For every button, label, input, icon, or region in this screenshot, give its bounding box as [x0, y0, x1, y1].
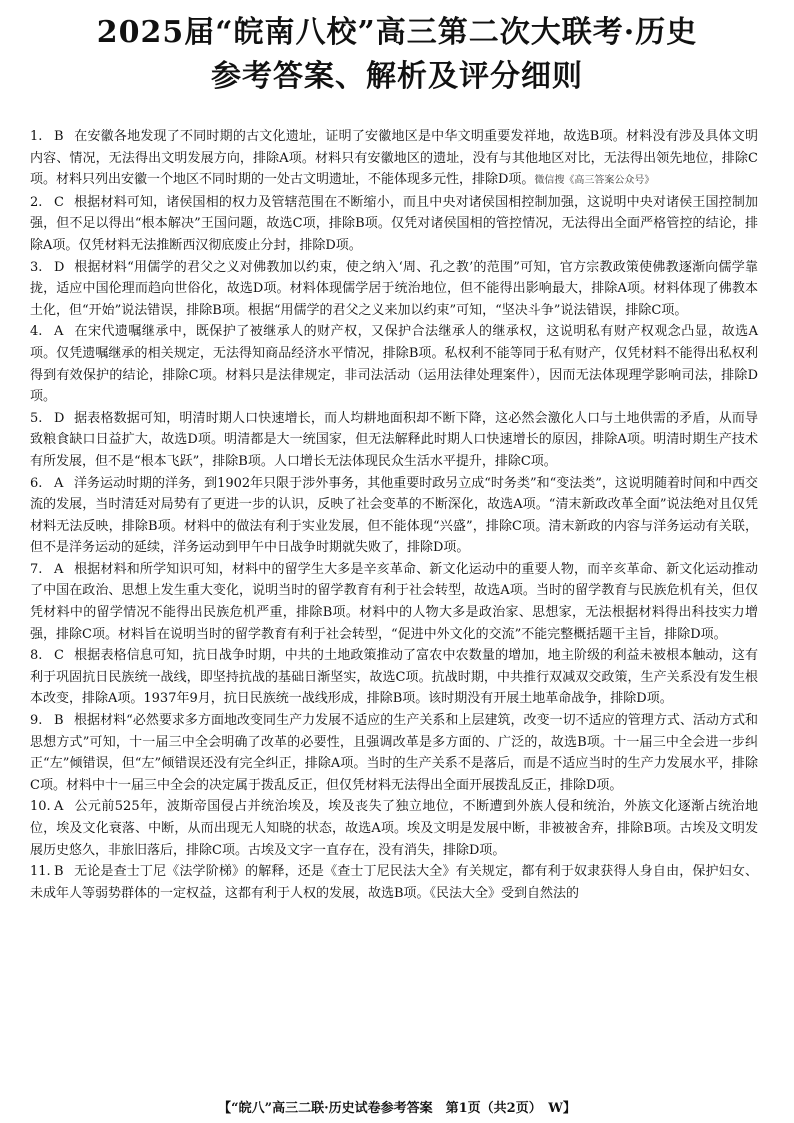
item-number: 1. [30, 129, 43, 144]
page-subtitle: 参考答案、解析及评分细则 [211, 59, 583, 94]
item-answer: B [54, 129, 64, 144]
item-number: 7. [30, 561, 43, 577]
item-explanation: 公元前525年，波斯帝国侵占并统治埃及，埃及丧失了独立地位，不断遭到外族人侵和统治，外族文化逐渐占统治地位，埃及文化衰落、中断，从而出现无人知晓的状态，故选A项。埃及文明是发展中断，非被被舍弃，排除B项。古埃及文明发展历史悠久，非旅旧落后，排除C项。古埃及文字一直存在，没有消失，排除D项。 [30, 799, 758, 858]
item-number: 11. [30, 864, 51, 880]
item-number: 9. [30, 713, 43, 729]
item-explanation: 在宋代遗嘱继承中，既保护了被继承人的财产权，又保护合法继承人的继承权，这说明私有财产权观念凸显，故选A项。仅凭遗嘱继承的相关规定，无法得知商品经济水平情况，排除B项。私权利不能等同于私有财产，仅凭材料不能得出私权利得到有效保护的结论，排除C项。材料只是法律规定，非司法活动（运用法律处理案件），因而无法体现理学影响司法，排除D项。 [30, 324, 758, 405]
item-number: 10. [30, 799, 51, 815]
item-explanation: 根据材料和所学知识可知，材料中的留学生大多是辛亥革命、新文化运动中的重要人物，而辛亥革命、新文化运动推动了中国在政治、思想上发生重大变化，说明当时的留学教育有利于社会转型，故选A项。当时的留学教育与民族危机有关，但仅凭材料中的留学情况不能得出民族危机严重，排除B项。材料中的人物大多是政治家、思想家，无法根据材料得出科技实力增强，排除C项。材料旨在说明当时的留学教育有利于社会转型，“促进中外文化的交流”不能完整概括题干主旨，排除D项。 [30, 561, 758, 642]
answer-item-1 [30, 126, 758, 192]
item-explanation: 根据表格信息可知，抗日战争时期，中共的土地政策推动了富农中农数量的增加，地主阶级的利益未被根本触动，这有利于巩固抗日民族统一战线，即坚持抗战的基础日渐坚实，故选C项。抗战时期，中共推行双减双交政策，生产关系没有发生根本改变，排除A项。1937年9月，抗日民族统一战线形成，排除B项。该时期没有开展土地革命战争，排除D项。 [30, 648, 758, 707]
page-title: 2025届“皖南八校”高三第二次大联考·历史 [96, 15, 698, 50]
item-number: 8. [30, 648, 43, 664]
item-answer: C [54, 194, 64, 210]
item-explanation: 根据材料可知，诸侯国相的权力及管辖范围在不断缩小，而且中央对诸侯国相控制加强，这说明中央对诸侯王国控制加强，但不足以得出“根本解决”王国问题，故选C项，排除B项。仅凭对诸侯国相的管控情况，无法得出全面严格管控的结论，排除A项。仅凭材料无法推断西汉彻底废止分封，排除D项。 [30, 194, 758, 253]
item-explanation: 无论是查士丁尼《法学阶梯》的解释，还是《查士丁尼民法大全》有关规定，都有利于奴隶获得人身自由，保护妇女、未成年人等弱势群体的一定权益，这都有利于人权的发展，故选B项。《民法大全》受到自然法的 [30, 864, 758, 901]
answer-item-11 [30, 861, 758, 904]
item-answer: A [54, 799, 64, 815]
item-number: 6. [30, 475, 43, 491]
item-answer: D [54, 259, 65, 275]
item-explanation: 据表格数据可知，明清时期人口快速增长，而人均耕地面积却不断下降，这必然会激化人口与土地供需的矛盾，从而导致粮食缺口日益扩大，故选D项。明清都是大一统国家，但无法解释此时期人口快速增长的原因，排除A项。明清时期生产技术有所发展，但不是“根本飞跃”，排除B项。人口增长无法体现民众生活水平提升，排除C项。 [30, 410, 758, 469]
item-explanation: 在安徽各地发现了不同时期的古文化遗址，证明了安徽地区是中华文明重要发祥地，故选B项。材料没有涉及具体文明内容、情况，无法得出文明发展方向，排除A项。材料只有安徽地区的遗址，没有与其他地区对比，无法得出领先地位，排除C项。材料只列出安徽一个地区不同时期的一处古文明遗址，不能体现多元性，排除D项。 [30, 129, 758, 188]
item-number: 3. [30, 259, 43, 275]
item-answer: B [54, 713, 64, 729]
answer-list [30, 126, 758, 904]
answer-item-3 [30, 257, 758, 322]
page-footer: 【“皖八”高三二联·历史试卷参考答案 第1页（共2页） W】 [218, 1101, 576, 1116]
answer-item-7 [30, 559, 758, 645]
answer-item-6 [30, 473, 758, 559]
item-explanation: 洋务运动时期的洋务，到1902年只限于涉外事务，其他重要时政另立成“时务类”和“变法类”，这说明随着时间和中西交流的发展，当时清廷对局势有了更进一步的认识，反映了社会变革的不断深化，故选A项。“清末新政改革全面”说法绝对且仅凭材料无法反映，排除B项。材料中的做法有利于实业发展，但不能体现“兴盛”，排除C项。清末新政的内容与洋务运动有关联，但不是洋务运动的延续，洋务运动到甲午中日战争时期就失败了，排除D项。 [30, 475, 758, 556]
item-answer: D [54, 410, 65, 426]
item-answer: A [54, 475, 64, 491]
answer-item-9 [30, 710, 758, 796]
item-answer: A [54, 324, 64, 340]
item-answer: B [54, 864, 64, 880]
item-answer: C [54, 648, 64, 664]
answer-item-2 [30, 192, 758, 257]
item-number: 5. [30, 410, 43, 426]
answer-item-8 [30, 645, 758, 710]
watermark-note: 微信搜《高三答案公众号》 [534, 175, 655, 187]
item-explanation: 根据材料“用儒学的君父之义对佛教加以约束，使之纳入‘周、孔之教’的范围”可知，官方宗教政策使佛教逐渐向儒学靠拢，适应中国伦理而趋向世俗化，故选D项。材料体现儒学居于统治地位，但不能得出影响最大，排除A项。材料体现了佛教本土化，但“开始”说法错误，排除B项。根据“用儒学的君父之义来加以约束”可知，“坚决斗争”说法错误，排除C项。 [30, 259, 758, 318]
item-answer: A [54, 561, 64, 577]
item-explanation: 根据材料“必然要求多方面地改变同生产力发展不适应的生产关系和上层建筑，改变一切不适应的管理方式、活动方式和思想方式”可知，十一届三中全会明确了改革的必要性，且强调改革是多方面的、广泛的，故选B项。十一届三中全会进一步纠正“左”倾错误，但“左”倾错误还没有完全纠正，排除A项。当时的生产关系不是落后，而是不适应当时的生产力发展水平，排除C项。材料中十一届三中全会的决定属于拨乱反正，但仅凭材料无法得出全面开展拨乱反正，排除D项。 [30, 713, 758, 793]
answer-item-10 [30, 796, 758, 861]
item-number: 2. [30, 194, 43, 210]
answer-item-4 [30, 321, 758, 407]
item-number: 4. [30, 324, 43, 340]
answer-item-5 [30, 408, 758, 473]
